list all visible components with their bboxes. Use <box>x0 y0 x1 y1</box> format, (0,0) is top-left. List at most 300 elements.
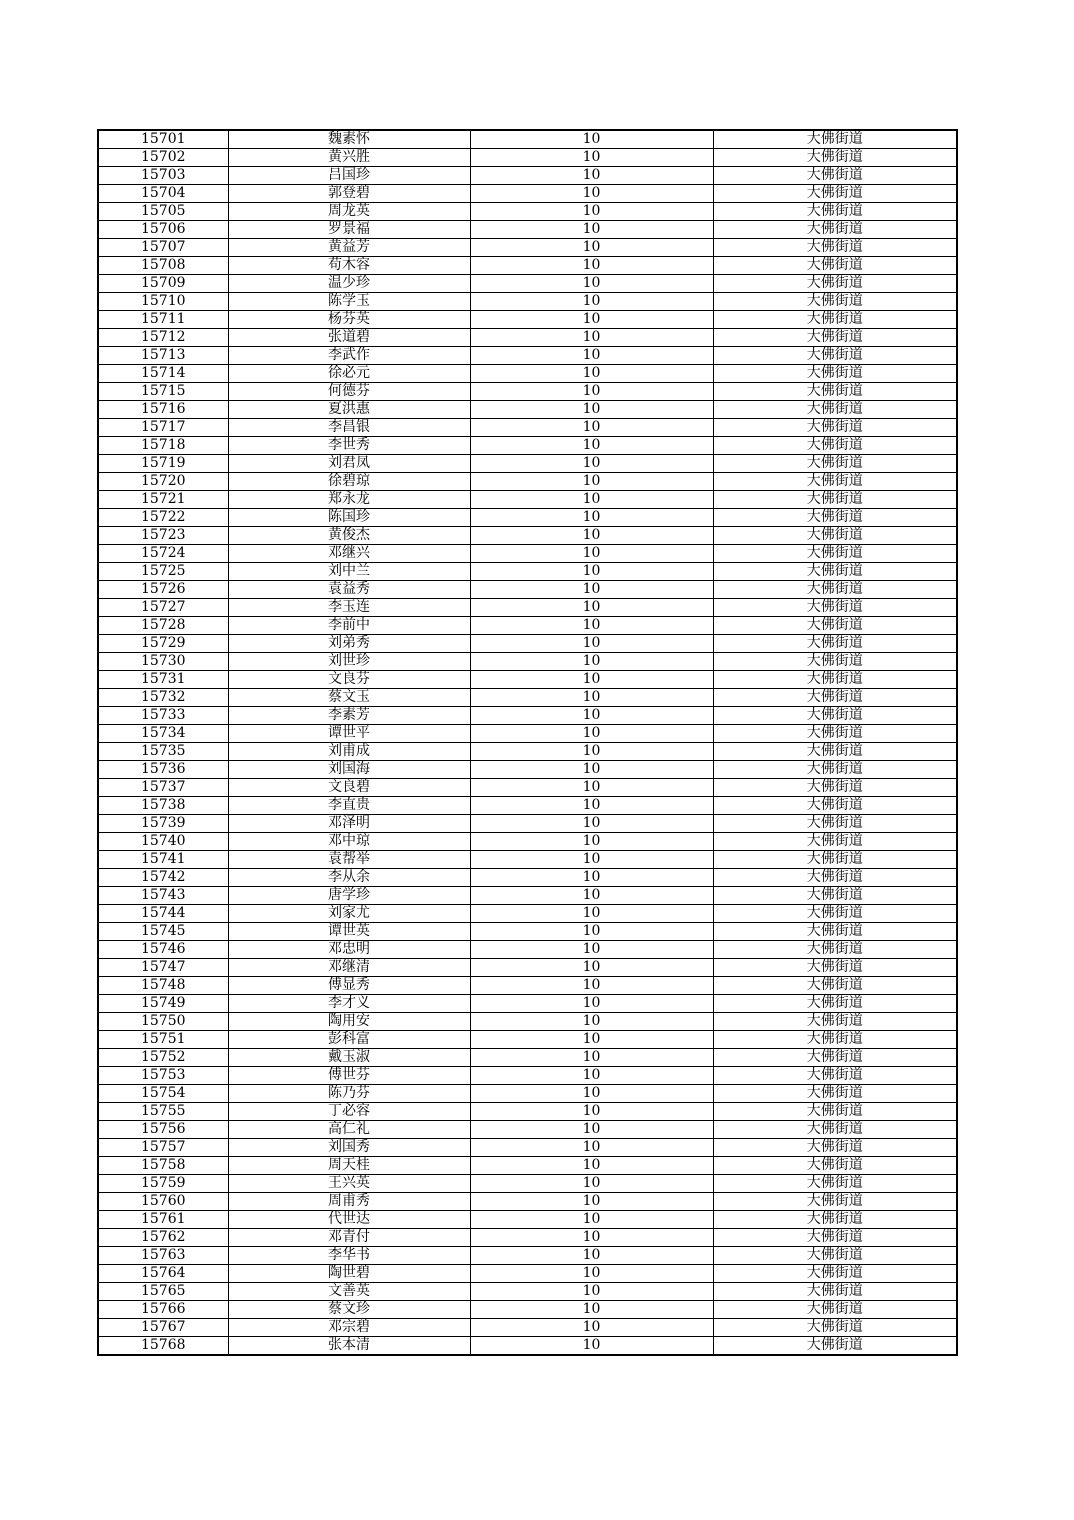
subdistrict-cell: 大佛街道 <box>713 311 957 329</box>
amount-cell: 10 <box>470 221 713 239</box>
amount-cell: 10 <box>470 995 713 1013</box>
amount-cell: 10 <box>470 833 713 851</box>
amount-cell: 10 <box>470 239 713 257</box>
amount-cell: 10 <box>470 185 713 203</box>
subdistrict-cell: 大佛街道 <box>713 509 957 527</box>
person-name-cell: 刘弟秀 <box>228 635 470 653</box>
amount-cell: 10 <box>470 725 713 743</box>
table-row <box>98 995 957 1013</box>
subdistrict-cell: 大佛街道 <box>713 689 957 707</box>
subdistrict-cell: 大佛街道 <box>713 383 957 401</box>
amount-cell: 10 <box>470 869 713 887</box>
subdistrict-cell: 大佛街道 <box>713 1139 957 1157</box>
amount-cell: 10 <box>470 437 713 455</box>
amount-cell: 10 <box>470 473 713 491</box>
person-name-cell: 傅世芬 <box>228 1067 470 1085</box>
amount-cell: 10 <box>470 815 713 833</box>
person-name-cell: 罗景福 <box>228 221 470 239</box>
table-row <box>98 563 957 581</box>
serial-number-cell: 15762 <box>98 1229 228 1247</box>
person-name-cell: 徐碧琼 <box>228 473 470 491</box>
amount-cell: 10 <box>470 1265 713 1283</box>
table-row <box>98 383 957 401</box>
table-row <box>98 545 957 563</box>
subdistrict-cell: 大佛街道 <box>713 617 957 635</box>
amount-cell: 10 <box>470 1301 713 1319</box>
subdistrict-cell: 大佛街道 <box>713 743 957 761</box>
person-name-cell: 谭世平 <box>228 725 470 743</box>
person-name-cell: 文善英 <box>228 1283 470 1301</box>
table-row <box>98 491 957 509</box>
subdistrict-cell: 大佛街道 <box>713 491 957 509</box>
subdistrict-cell: 大佛街道 <box>713 1229 957 1247</box>
person-name-cell: 李武作 <box>228 347 470 365</box>
table-row <box>98 149 957 167</box>
person-name-cell: 刘国海 <box>228 761 470 779</box>
person-name-cell: 王兴英 <box>228 1175 470 1193</box>
serial-number-cell: 15746 <box>98 941 228 959</box>
subdistrict-cell: 大佛街道 <box>713 851 957 869</box>
serial-number-cell: 15737 <box>98 779 228 797</box>
subdistrict-cell: 大佛街道 <box>713 1049 957 1067</box>
amount-cell: 10 <box>470 365 713 383</box>
amount-cell: 10 <box>470 941 713 959</box>
person-name-cell: 刘世珍 <box>228 653 470 671</box>
amount-cell: 10 <box>470 509 713 527</box>
subdistrict-cell: 大佛街道 <box>713 1265 957 1283</box>
person-name-cell: 李直贵 <box>228 797 470 815</box>
table-row <box>98 1031 957 1049</box>
subdistrict-cell: 大佛街道 <box>713 905 957 923</box>
serial-number-cell: 15714 <box>98 365 228 383</box>
serial-number-cell: 15748 <box>98 977 228 995</box>
serial-number-cell: 15717 <box>98 419 228 437</box>
table-row <box>98 707 957 725</box>
person-name-cell: 代世达 <box>228 1211 470 1229</box>
person-name-cell: 周天桂 <box>228 1157 470 1175</box>
serial-number-cell: 15747 <box>98 959 228 977</box>
serial-number-cell: 15710 <box>98 293 228 311</box>
amount-cell: 10 <box>470 311 713 329</box>
serial-number-cell: 15718 <box>98 437 228 455</box>
person-name-cell: 邓继清 <box>228 959 470 977</box>
person-name-cell: 周甫秀 <box>228 1193 470 1211</box>
subdistrict-cell: 大佛街道 <box>713 185 957 203</box>
table-row <box>98 1247 957 1265</box>
table-row <box>98 509 957 527</box>
person-name-cell: 李前中 <box>228 617 470 635</box>
table-row <box>98 671 957 689</box>
subdistrict-cell: 大佛街道 <box>713 779 957 797</box>
table-row <box>98 581 957 599</box>
amount-cell: 10 <box>470 1193 713 1211</box>
serial-number-cell: 15742 <box>98 869 228 887</box>
person-name-cell: 邓宗碧 <box>228 1319 470 1337</box>
amount-cell: 10 <box>470 581 713 599</box>
person-name-cell: 李世秀 <box>228 437 470 455</box>
amount-cell: 10 <box>470 887 713 905</box>
amount-cell: 10 <box>470 383 713 401</box>
table-row <box>98 779 957 797</box>
table-row <box>98 401 957 419</box>
table-row <box>98 185 957 203</box>
serial-number-cell: 15756 <box>98 1121 228 1139</box>
subdistrict-cell: 大佛街道 <box>713 437 957 455</box>
serial-number-cell: 15768 <box>98 1337 228 1356</box>
subdistrict-cell: 大佛街道 <box>713 239 957 257</box>
amount-cell: 10 <box>470 797 713 815</box>
subdistrict-cell: 大佛街道 <box>713 1031 957 1049</box>
table-row <box>98 941 957 959</box>
serial-number-cell: 15750 <box>98 1013 228 1031</box>
table-row <box>98 1013 957 1031</box>
person-name-cell: 邓继兴 <box>228 545 470 563</box>
subdistrict-cell: 大佛街道 <box>713 149 957 167</box>
amount-cell: 10 <box>470 779 713 797</box>
person-name-cell: 邓中琼 <box>228 833 470 851</box>
table-row <box>98 455 957 473</box>
serial-number-cell: 15730 <box>98 653 228 671</box>
subdistrict-cell: 大佛街道 <box>713 815 957 833</box>
serial-number-cell: 15745 <box>98 923 228 941</box>
subdistrict-cell: 大佛街道 <box>713 995 957 1013</box>
table-row <box>98 797 957 815</box>
amount-cell: 10 <box>470 275 713 293</box>
amount-cell: 10 <box>470 545 713 563</box>
person-name-cell: 郑永龙 <box>228 491 470 509</box>
table-row <box>98 887 957 905</box>
person-name-cell: 郭登碧 <box>228 185 470 203</box>
amount-cell: 10 <box>470 257 713 275</box>
person-name-cell: 傅显秀 <box>228 977 470 995</box>
serial-number-cell: 15726 <box>98 581 228 599</box>
serial-number-cell: 15731 <box>98 671 228 689</box>
amount-cell: 10 <box>470 293 713 311</box>
person-name-cell: 吕国珍 <box>228 167 470 185</box>
amount-cell: 10 <box>470 167 713 185</box>
person-name-cell: 刘家尤 <box>228 905 470 923</box>
subdistrict-cell: 大佛街道 <box>713 203 957 221</box>
person-name-cell: 苟木容 <box>228 257 470 275</box>
amount-cell: 10 <box>470 1283 713 1301</box>
person-name-cell: 袁帮举 <box>228 851 470 869</box>
person-name-cell: 夏洪惠 <box>228 401 470 419</box>
person-name-cell: 邓泽明 <box>228 815 470 833</box>
serial-number-cell: 15753 <box>98 1067 228 1085</box>
person-name-cell: 邓忠明 <box>228 941 470 959</box>
table-row <box>98 851 957 869</box>
roster-table <box>97 129 958 1356</box>
serial-number-cell: 15711 <box>98 311 228 329</box>
roster-table-body <box>98 130 957 1355</box>
table-row <box>98 419 957 437</box>
person-name-cell: 陶用安 <box>228 1013 470 1031</box>
person-name-cell: 彭科富 <box>228 1031 470 1049</box>
amount-cell: 10 <box>470 329 713 347</box>
amount-cell: 10 <box>470 689 713 707</box>
person-name-cell: 温少珍 <box>228 275 470 293</box>
amount-cell: 10 <box>470 599 713 617</box>
serial-number-cell: 15754 <box>98 1085 228 1103</box>
amount-cell: 10 <box>470 1211 713 1229</box>
person-name-cell: 丁必容 <box>228 1103 470 1121</box>
amount-cell: 10 <box>470 653 713 671</box>
serial-number-cell: 15723 <box>98 527 228 545</box>
person-name-cell: 陈乃芬 <box>228 1085 470 1103</box>
subdistrict-cell: 大佛街道 <box>713 1193 957 1211</box>
person-name-cell: 文良碧 <box>228 779 470 797</box>
amount-cell: 10 <box>470 1175 713 1193</box>
person-name-cell: 张道碧 <box>228 329 470 347</box>
table-row <box>98 1049 957 1067</box>
amount-cell: 10 <box>470 1319 713 1337</box>
table-row <box>98 1265 957 1283</box>
person-name-cell: 李玉连 <box>228 599 470 617</box>
table-row <box>98 905 957 923</box>
table-row <box>98 815 957 833</box>
subdistrict-cell: 大佛街道 <box>713 563 957 581</box>
serial-number-cell: 15738 <box>98 797 228 815</box>
serial-number-cell: 15719 <box>98 455 228 473</box>
serial-number-cell: 15740 <box>98 833 228 851</box>
subdistrict-cell: 大佛街道 <box>713 1211 957 1229</box>
person-name-cell: 魏素怀 <box>228 130 470 149</box>
amount-cell: 10 <box>470 1013 713 1031</box>
amount-cell: 10 <box>470 959 713 977</box>
subdistrict-cell: 大佛街道 <box>713 671 957 689</box>
serial-number-cell: 15712 <box>98 329 228 347</box>
subdistrict-cell: 大佛街道 <box>713 1301 957 1319</box>
serial-number-cell: 15707 <box>98 239 228 257</box>
serial-number-cell: 15765 <box>98 1283 228 1301</box>
person-name-cell: 李从余 <box>228 869 470 887</box>
subdistrict-cell: 大佛街道 <box>713 130 957 149</box>
table-row <box>98 653 957 671</box>
table-row <box>98 1157 957 1175</box>
amount-cell: 10 <box>470 977 713 995</box>
person-name-cell: 袁益秀 <box>228 581 470 599</box>
subdistrict-cell: 大佛街道 <box>713 599 957 617</box>
table-row <box>98 725 957 743</box>
amount-cell: 10 <box>470 491 713 509</box>
table-row <box>98 1211 957 1229</box>
person-name-cell: 徐必元 <box>228 365 470 383</box>
subdistrict-cell: 大佛街道 <box>713 167 957 185</box>
table-row <box>98 1067 957 1085</box>
subdistrict-cell: 大佛街道 <box>713 365 957 383</box>
person-name-cell: 陶世碧 <box>228 1265 470 1283</box>
table-row <box>98 347 957 365</box>
amount-cell: 10 <box>470 635 713 653</box>
subdistrict-cell: 大佛街道 <box>713 1121 957 1139</box>
subdistrict-cell: 大佛街道 <box>713 941 957 959</box>
serial-number-cell: 15741 <box>98 851 228 869</box>
table-row <box>98 1301 957 1319</box>
person-name-cell: 刘国秀 <box>228 1139 470 1157</box>
table-row <box>98 293 957 311</box>
person-name-cell: 杨芬英 <box>228 311 470 329</box>
subdistrict-cell: 大佛街道 <box>713 761 957 779</box>
serial-number-cell: 15706 <box>98 221 228 239</box>
subdistrict-cell: 大佛街道 <box>713 635 957 653</box>
table-row <box>98 203 957 221</box>
amount-cell: 10 <box>470 1121 713 1139</box>
subdistrict-cell: 大佛街道 <box>713 725 957 743</box>
serial-number-cell: 15744 <box>98 905 228 923</box>
amount-cell: 10 <box>470 419 713 437</box>
subdistrict-cell: 大佛街道 <box>713 1247 957 1265</box>
person-name-cell: 刘甫成 <box>228 743 470 761</box>
subdistrict-cell: 大佛街道 <box>713 329 957 347</box>
person-name-cell: 刘中兰 <box>228 563 470 581</box>
amount-cell: 10 <box>470 130 713 149</box>
serial-number-cell: 15743 <box>98 887 228 905</box>
table-row <box>98 1121 957 1139</box>
person-name-cell: 蔡文玉 <box>228 689 470 707</box>
table-row <box>98 1085 957 1103</box>
table-row <box>98 689 957 707</box>
serial-number-cell: 15767 <box>98 1319 228 1337</box>
subdistrict-cell: 大佛街道 <box>713 527 957 545</box>
amount-cell: 10 <box>470 671 713 689</box>
person-name-cell: 周龙英 <box>228 203 470 221</box>
table-row <box>98 221 957 239</box>
amount-cell: 10 <box>470 851 713 869</box>
amount-cell: 10 <box>470 707 713 725</box>
amount-cell: 10 <box>470 1085 713 1103</box>
serial-number-cell: 15720 <box>98 473 228 491</box>
subdistrict-cell: 大佛街道 <box>713 1157 957 1175</box>
subdistrict-cell: 大佛街道 <box>713 1103 957 1121</box>
serial-number-cell: 15722 <box>98 509 228 527</box>
amount-cell: 10 <box>470 1067 713 1085</box>
serial-number-cell: 15709 <box>98 275 228 293</box>
serial-number-cell: 15728 <box>98 617 228 635</box>
table-row <box>98 1337 957 1356</box>
person-name-cell: 邓青付 <box>228 1229 470 1247</box>
amount-cell: 10 <box>470 617 713 635</box>
table-row <box>98 635 957 653</box>
subdistrict-cell: 大佛街道 <box>713 221 957 239</box>
serial-number-cell: 15715 <box>98 383 228 401</box>
serial-number-cell: 15736 <box>98 761 228 779</box>
table-row <box>98 473 957 491</box>
person-name-cell: 文良芬 <box>228 671 470 689</box>
serial-number-cell: 15727 <box>98 599 228 617</box>
subdistrict-cell: 大佛街道 <box>713 545 957 563</box>
amount-cell: 10 <box>470 1031 713 1049</box>
person-name-cell: 李才义 <box>228 995 470 1013</box>
subdistrict-cell: 大佛街道 <box>713 653 957 671</box>
subdistrict-cell: 大佛街道 <box>713 869 957 887</box>
subdistrict-cell: 大佛街道 <box>713 347 957 365</box>
serial-number-cell: 15704 <box>98 185 228 203</box>
person-name-cell: 戴玉淑 <box>228 1049 470 1067</box>
amount-cell: 10 <box>470 761 713 779</box>
serial-number-cell: 15751 <box>98 1031 228 1049</box>
subdistrict-cell: 大佛街道 <box>713 473 957 491</box>
serial-number-cell: 15760 <box>98 1193 228 1211</box>
serial-number-cell: 15732 <box>98 689 228 707</box>
subdistrict-cell: 大佛街道 <box>713 959 957 977</box>
serial-number-cell: 15761 <box>98 1211 228 1229</box>
amount-cell: 10 <box>470 905 713 923</box>
amount-cell: 10 <box>470 455 713 473</box>
serial-number-cell: 15763 <box>98 1247 228 1265</box>
serial-number-cell: 15702 <box>98 149 228 167</box>
table-row <box>98 959 957 977</box>
table-row <box>98 1139 957 1157</box>
serial-number-cell: 15735 <box>98 743 228 761</box>
subdistrict-cell: 大佛街道 <box>713 1283 957 1301</box>
person-name-cell: 张本清 <box>228 1337 470 1356</box>
amount-cell: 10 <box>470 203 713 221</box>
amount-cell: 10 <box>470 1139 713 1157</box>
table-row <box>98 617 957 635</box>
person-name-cell: 李素芳 <box>228 707 470 725</box>
serial-number-cell: 15713 <box>98 347 228 365</box>
subdistrict-cell: 大佛街道 <box>713 1319 957 1337</box>
amount-cell: 10 <box>470 563 713 581</box>
person-name-cell: 李华书 <box>228 1247 470 1265</box>
subdistrict-cell: 大佛街道 <box>713 419 957 437</box>
person-name-cell: 唐学珍 <box>228 887 470 905</box>
subdistrict-cell: 大佛街道 <box>713 1175 957 1193</box>
amount-cell: 10 <box>470 527 713 545</box>
table-row <box>98 923 957 941</box>
serial-number-cell: 15757 <box>98 1139 228 1157</box>
amount-cell: 10 <box>470 743 713 761</box>
table-row <box>98 869 957 887</box>
table-row <box>98 311 957 329</box>
serial-number-cell: 15703 <box>98 167 228 185</box>
table-row <box>98 130 957 149</box>
table-row <box>98 329 957 347</box>
table-row <box>98 167 957 185</box>
subdistrict-cell: 大佛街道 <box>713 707 957 725</box>
serial-number-cell: 15708 <box>98 257 228 275</box>
subdistrict-cell: 大佛街道 <box>713 275 957 293</box>
serial-number-cell: 15724 <box>98 545 228 563</box>
table-row <box>98 977 957 995</box>
serial-number-cell: 15729 <box>98 635 228 653</box>
table-row <box>98 599 957 617</box>
subdistrict-cell: 大佛街道 <box>713 293 957 311</box>
table-row <box>98 365 957 383</box>
serial-number-cell: 15739 <box>98 815 228 833</box>
person-name-cell: 蔡文珍 <box>228 1301 470 1319</box>
table-row <box>98 1319 957 1337</box>
serial-number-cell: 15764 <box>98 1265 228 1283</box>
person-name-cell: 刘君凤 <box>228 455 470 473</box>
amount-cell: 10 <box>470 347 713 365</box>
amount-cell: 10 <box>470 1157 713 1175</box>
amount-cell: 10 <box>470 1103 713 1121</box>
serial-number-cell: 15701 <box>98 130 228 149</box>
subdistrict-cell: 大佛街道 <box>713 455 957 473</box>
subdistrict-cell: 大佛街道 <box>713 977 957 995</box>
subdistrict-cell: 大佛街道 <box>713 581 957 599</box>
table-row <box>98 743 957 761</box>
person-name-cell: 黄益芳 <box>228 239 470 257</box>
table-row <box>98 833 957 851</box>
amount-cell: 10 <box>470 1247 713 1265</box>
table-row <box>98 761 957 779</box>
subdistrict-cell: 大佛街道 <box>713 1013 957 1031</box>
serial-number-cell: 15705 <box>98 203 228 221</box>
person-name-cell: 黄俊杰 <box>228 527 470 545</box>
serial-number-cell: 15716 <box>98 401 228 419</box>
